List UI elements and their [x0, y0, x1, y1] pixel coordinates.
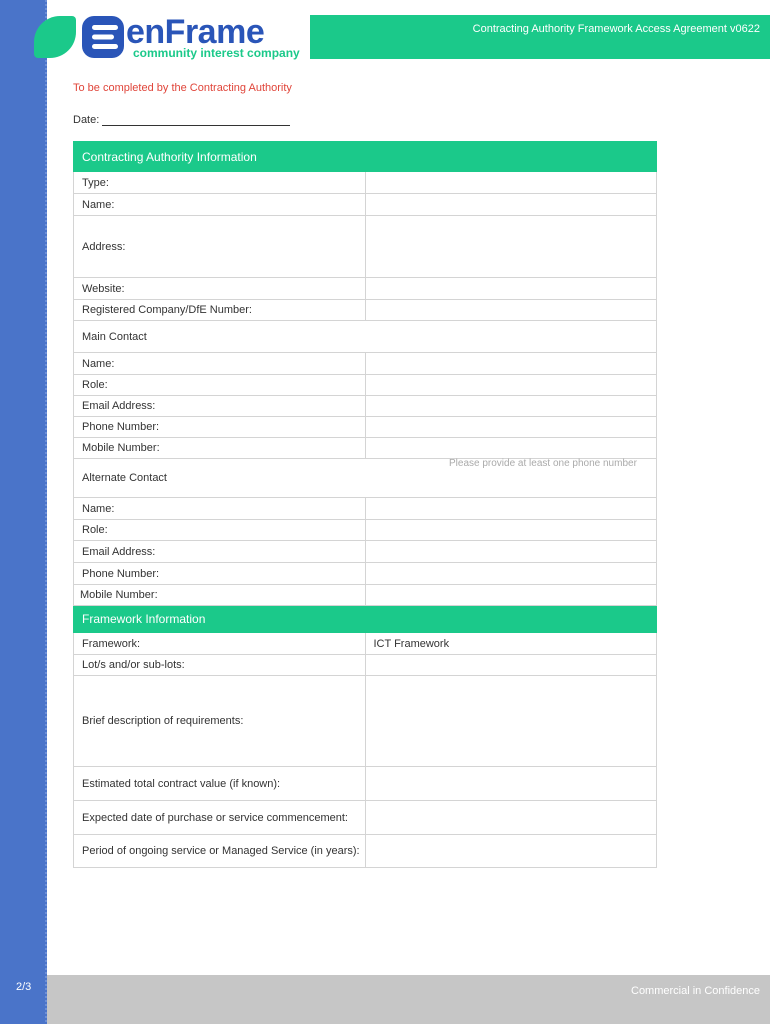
website-input[interactable] — [365, 278, 657, 300]
main-contact-email-input[interactable] — [365, 396, 657, 417]
table-row — [74, 633, 657, 655]
field-label: Mobile Number: — [74, 438, 366, 459]
table-row — [74, 585, 657, 606]
alt-contact-mobile-input[interactable] — [365, 585, 657, 606]
logo-e-icon — [80, 14, 126, 60]
field-label: Registered Company/DfE Number: — [74, 300, 366, 321]
table-row — [74, 767, 657, 801]
table-row — [74, 498, 657, 520]
alt-contact-phone-input[interactable] — [365, 563, 657, 585]
table-row — [74, 520, 657, 541]
field-label: Address: — [74, 216, 366, 278]
table-row — [74, 321, 657, 353]
field-label: Period of ongoing service or Managed Service (in years): — [74, 835, 366, 868]
field-label: Estimated total contract value (if known): — [74, 767, 366, 801]
table-row — [74, 676, 657, 767]
field-label: Name: — [74, 353, 366, 375]
table-row — [74, 172, 657, 194]
main-contact-phone-input[interactable] — [365, 417, 657, 438]
table-row — [74, 216, 657, 278]
brand-tagline: community interest company — [133, 46, 300, 60]
field-label: Role: — [74, 375, 366, 396]
brand-name: enFrame — [126, 13, 265, 51]
confidentiality-label: Commercial in Confidence — [631, 985, 760, 997]
table-row — [74, 801, 657, 835]
field-label: Brief description of requirements: — [74, 676, 366, 767]
type-input[interactable] — [365, 172, 657, 194]
table-row — [74, 353, 657, 375]
field-label: Email Address: — [74, 541, 366, 563]
field-label: Name: — [74, 194, 366, 216]
header-band — [310, 15, 770, 59]
table-row — [74, 835, 657, 868]
field-label: Phone Number: — [74, 563, 366, 585]
section-header — [74, 606, 657, 633]
registered-number-input[interactable] — [365, 300, 657, 321]
date-field[interactable] — [73, 114, 290, 126]
table-row — [74, 375, 657, 396]
date-label: Date: — [73, 114, 100, 126]
commencement-date-input[interactable] — [365, 801, 657, 835]
section-header — [74, 142, 657, 172]
field-label: Expected date of purchase or service commencement: — [74, 801, 366, 835]
name-input[interactable] — [365, 194, 657, 216]
alt-contact-name-input[interactable] — [365, 498, 657, 520]
alternate-contact-heading: Alternate Contact — [74, 459, 657, 498]
table-row — [74, 563, 657, 585]
field-label: Type: — [74, 172, 366, 194]
phone-note: Please provide at least one phone number — [449, 458, 637, 469]
table-row — [74, 396, 657, 417]
table-row — [74, 438, 657, 459]
alt-contact-role-input[interactable] — [365, 520, 657, 541]
field-label: Mobile Number: — [74, 585, 366, 606]
requirements-input[interactable] — [365, 676, 657, 767]
table-row — [74, 278, 657, 300]
section-title-contracting-authority: Contracting Authority Information — [74, 142, 657, 172]
main-contact-name-input[interactable] — [365, 353, 657, 375]
field-label: Role: — [74, 520, 366, 541]
field-label: Phone Number: — [74, 417, 366, 438]
instruction-text: To be completed by the Contracting Authority — [73, 82, 292, 94]
agreement-form — [73, 141, 657, 868]
table-row — [74, 541, 657, 563]
field-label: Website: — [74, 278, 366, 300]
footer-band — [47, 975, 770, 1024]
contract-value-input[interactable] — [365, 767, 657, 801]
document-title: Contracting Authority Framework Access Agreement v0622 — [472, 23, 760, 35]
alt-contact-email-input[interactable] — [365, 541, 657, 563]
field-label: Framework: — [74, 633, 366, 655]
framework-value[interactable]: ICT Framework — [365, 633, 657, 655]
service-period-input[interactable] — [365, 835, 657, 868]
field-label: Name: — [74, 498, 366, 520]
main-contact-mobile-input[interactable] — [365, 438, 657, 459]
field-label: Email Address: — [74, 396, 366, 417]
page-number: 2/3 — [16, 981, 32, 993]
table-row — [74, 194, 657, 216]
date-blank[interactable] — [102, 114, 290, 126]
table-row — [74, 417, 657, 438]
section-title-framework: Framework Information — [74, 606, 657, 633]
main-contact-heading: Main Contact — [74, 321, 657, 353]
table-row — [74, 655, 657, 676]
side-bar — [0, 0, 47, 1024]
lots-input[interactable] — [365, 655, 657, 676]
main-contact-role-input[interactable] — [365, 375, 657, 396]
table-row — [74, 300, 657, 321]
address-input[interactable] — [365, 216, 657, 278]
field-label: Lot/s and/or sub-lots: — [74, 655, 366, 676]
